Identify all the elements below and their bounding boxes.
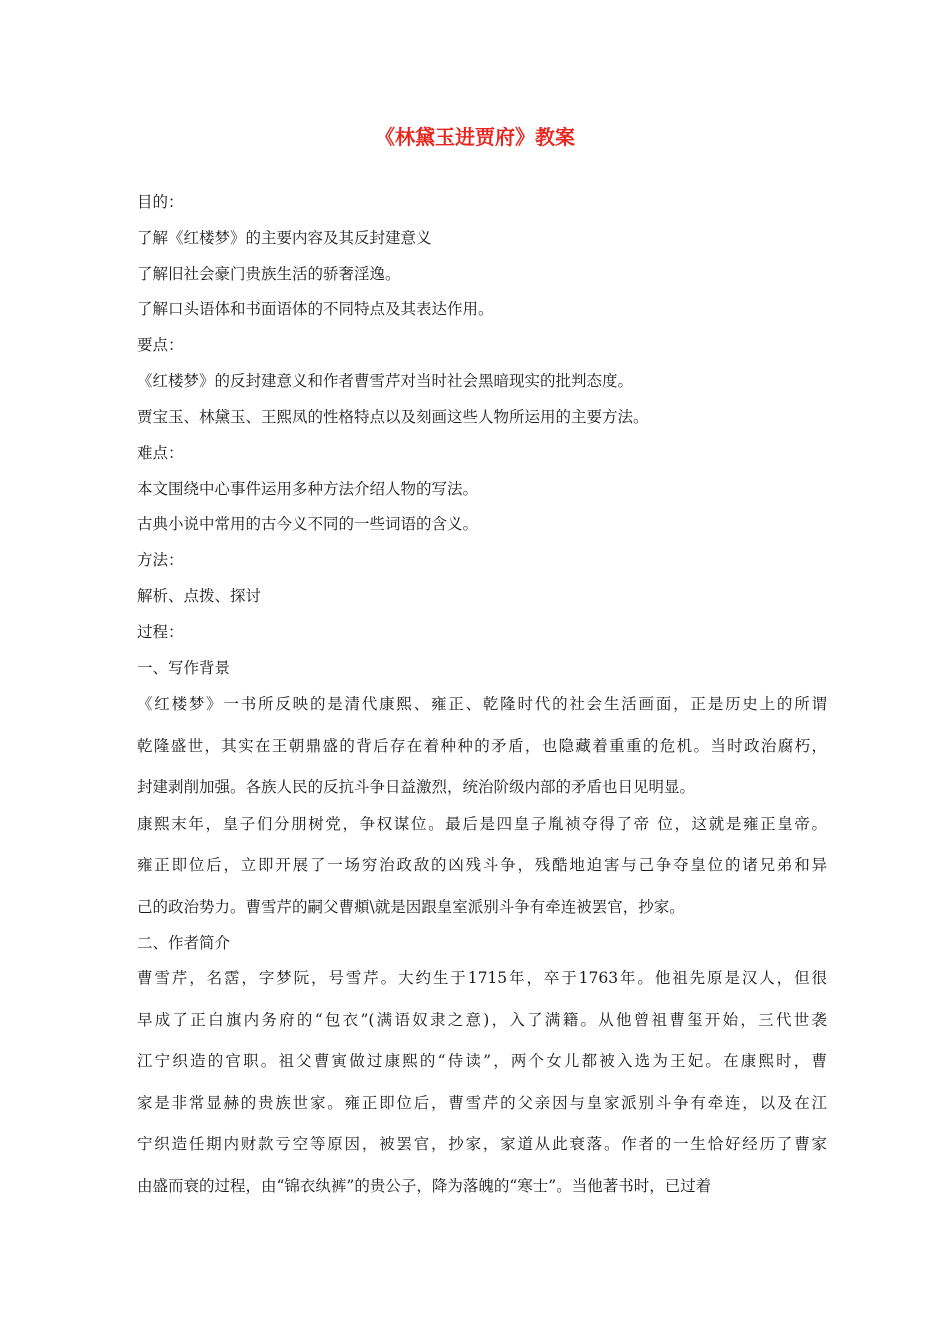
- text-line: 了解《红楼梦》的主要内容及其反封建意义: [137, 229, 432, 247]
- text-line: 雍正即位后，立即开展了一场穷治政敌的凶残斗争，残酷地迫害与己争夺皇位的诸兄弟和异: [137, 856, 827, 874]
- text-line: 贾宝玉、林黛玉、王熙凤的性格特点以及刻画这些人物所运用的主要方法。: [137, 408, 649, 426]
- text-line: 己的政治势力。曹雪芹的嗣父曹頫\就是因跟皇室派别斗争有牵连被罢官，抄家。: [137, 898, 685, 916]
- text-line: 过程：: [137, 623, 184, 641]
- text-line: 一、写作背景: [137, 659, 231, 677]
- text-line: 家是非常显赫的贵族世家。雍正即位后，曹雪芹的父亲因与皇家派别斗争有牵连，以及在江: [137, 1094, 827, 1112]
- text-line: 本文围绕中心事件运用多种方法介绍人物的写法。: [137, 480, 479, 498]
- text-line: 古典小说中常用的古今义不同的一些词语的含义。: [137, 515, 479, 533]
- text-line: 二、作者简介: [137, 934, 231, 952]
- text-line: 解析、点拨、探讨: [137, 587, 262, 605]
- text-line: 封建剥削加强。各族人民的反抗斗争日益激烈，统治阶级内部的矛盾也日见明显。: [137, 778, 696, 796]
- text-line: 乾隆盛世，其实在王朝鼎盛的背后存在着种种的矛盾，也隐藏着重重的危机。当时政治腐朽，: [137, 737, 827, 755]
- text-line: 了解旧社会豪门贵族生活的骄奢淫逸。: [137, 265, 401, 283]
- text-line: 《红楼梦》的反封建意义和作者曹雪芹对当时社会黑暗现实的批判态度。: [137, 372, 634, 390]
- text-line: 《红楼梦》一书所反映的是清代康熙、雍正、乾隆时代的社会生活画面，正是历史上的所谓: [137, 695, 827, 713]
- text-line: 难点：: [137, 444, 184, 462]
- text-line: 由盛而衰的过程，由“锦衣纨裤”的贵公子，降为落魄的“寒士”。当他著书时，已过着: [137, 1177, 712, 1195]
- text-line: 早成了正白旗内务府的“包衣”(满语奴隶之意)，入了满籍。从他曾祖曹玺开始，三代世袭: [137, 1011, 827, 1029]
- text-line: 宁织造任期内财款亏空等原因，被罢官，抄家，家道从此衰落。作者的一生恰好经历了曹家: [137, 1135, 827, 1153]
- text-line: 目的：: [137, 193, 184, 211]
- text-line: 了解口头语体和书面语体的不同特点及其表达作用。: [137, 300, 494, 318]
- text-line: 方法：: [137, 551, 184, 569]
- text-line: 曹雪芹，名霑，字梦阮，号雪芹。大约生于1715年，卒于1763年。他祖先原是汉人，但很: [137, 969, 827, 987]
- text-line: 江宁织造的官职。祖父曹寅做过康熙的“侍读”，两个女儿都被入选为王妃。在康熙时，曹: [137, 1052, 827, 1070]
- document-title: 《林黛玉进贾府》教案: [375, 125, 575, 149]
- text-line: 康熙末年，皇子们分朋树党，争权谋位。最后是四皇子胤祯夺得了帝 位，这就是雍正皇帝。: [137, 815, 827, 833]
- text-line: 要点：: [137, 336, 184, 354]
